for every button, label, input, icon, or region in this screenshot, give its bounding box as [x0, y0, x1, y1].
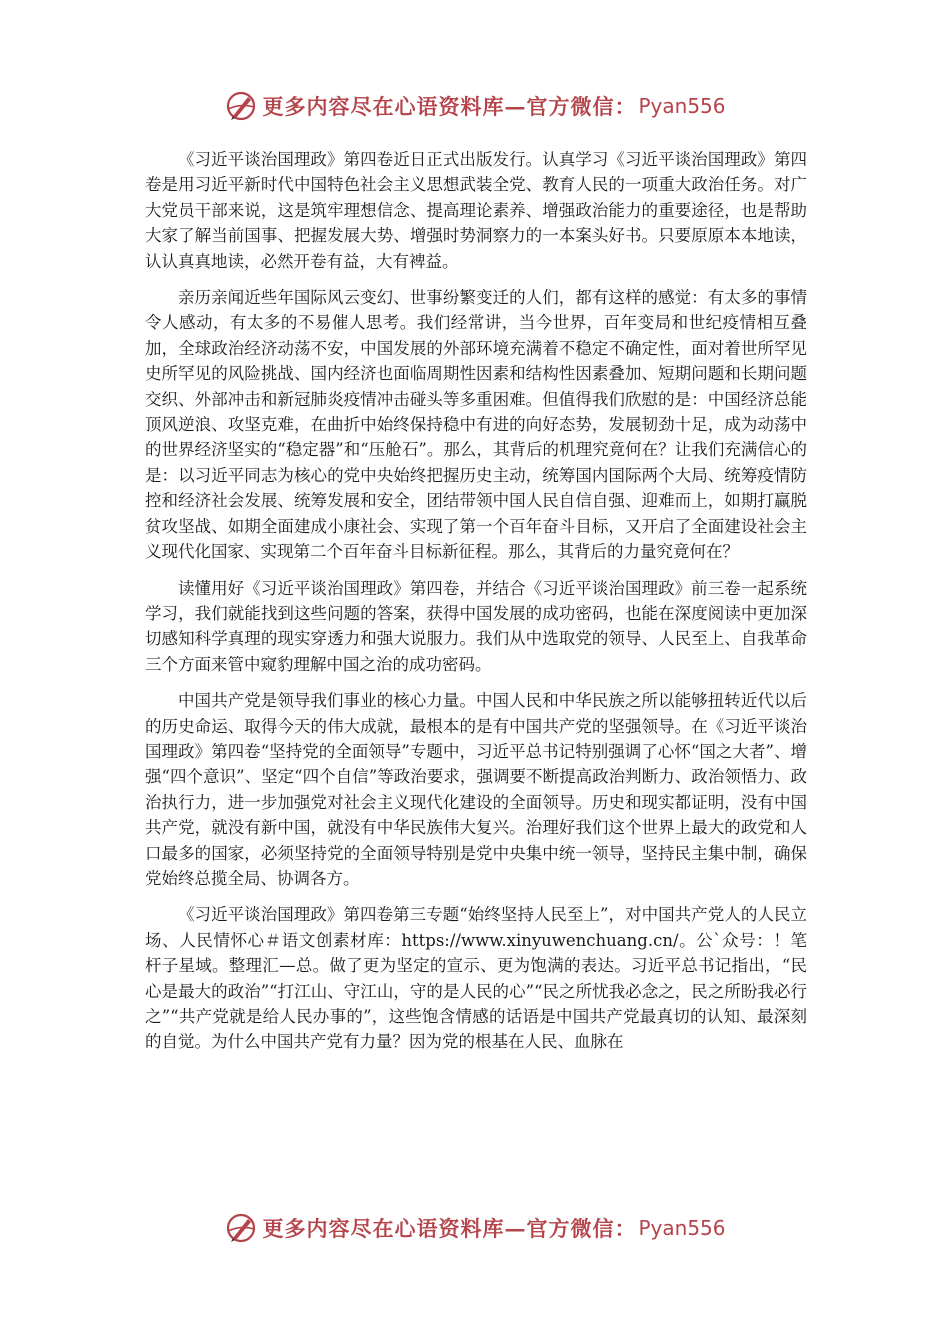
quill-pen-logo-icon: [224, 89, 258, 123]
paragraph-2: 亲历亲闻近些年国际风云变幻、世事纷繁变迁的人们，都有这样的感觉：有太多的事情令人感动，有太多的不易催人思考。我们经常讲，当今世界，百年变局和世纪疫情相互叠加，全球政治经济动荡不安，中国发展的外部环境充满着不稳定不确定性，面对着世所罕见史所罕见的风险挑战、国内经济也面临周期性因素和结构性因素叠加、短期问题和长期问题交织、外部冲击和新冠肺炎疫情冲击碰头等多重困难。但值得我们欣慰的是：中国经济总能顶风逆浪、攻坚克难，在曲折中始终保持稳中有进的向好态势，发展韧劲十足，成为动荡中的世界经济坚实的“稳定器”和“压舱石”。那么，其背后的机理究竟何在？让我们充满信心的是：以习近平同志为核心的党中央始终把握历史主动，统筹国内国际两个大局、统筹疫情防控和经济社会发展、统筹发展和安全，团结带领中国人民自信自强、迎难而上，如期打赢脱贫攻坚战、如期全面建成小康社会、实现了第一个百年奋斗目标，又开启了全面建设社会主义现代化国家、实现第二个百年奋斗目标新征程。那么，其背后的力量究竟何在？: [145, 288, 807, 562]
banner-wechat-id: Pyan556: [638, 1216, 726, 1240]
paragraph-1: 《习近平谈治国理政》第四卷近日正式出版发行。认真学习《习近平谈治国理政》第四卷是用习近平新时代中国特色社会主义思想武装全党、教育人民的一项重大政治任务。对广大党员干部来说，这是筑牢理想信念、提高理论素养、增强政治能力的重要途径，也是帮助大家了解当前国事、把握发展大势、增强时势洞察力的一本案头好书。只要原原本本地读，认认真真地读，必然开卷有益，大有裨益。: [145, 150, 807, 271]
quill-pen-logo-icon: [224, 1211, 258, 1245]
paragraph-4: 中国共产党是领导我们事业的核心力量。中国人民和中华民族之所以能够扭转近代以后的历史命运、取得今天的伟大成就，最根本的是有中国共产党的坚强领导。在《习近平谈治国理政》第四卷“坚持党的全面领导”专题中，习近平总书记特别强调了心怀“国之大者”、增强“四个意识”、坚定“四个自信”等政治要求，强调要不断提高政治判断力、政治领悟力、政治执行力，进一步加强党对社会主义现代化建设的全面领导。历史和现实都证明，没有中国共产党，就没有新中国，就没有中华民族伟大复兴。治理好我们这个世界上最大的政党和人口最多的国家，必须坚持党的全面领导特别是党中央集中统一领导，坚持民主集中制，确保党始终总揽全局、协调各方。: [145, 691, 807, 888]
paragraph-3: 读懂用好《习近平谈治国理政》第四卷，并结合《习近平谈治国理政》前三卷一起系统学习，我们就能找到这些问题的答案，获得中国发展的成功密码，也能在深度阅读中更加深切感知科学真理的现实穿透力和强大说服力。我们从中选取党的领导、人民至上、自我革命三个方面来管中窥豹理解中国之治的成功密码。: [145, 578, 807, 674]
document-body: [145, 147, 807, 1066]
paragraph-5: 《习近平谈治国理政》第四卷第三专题“始终坚持人民至上”，对中国共产党人的人民立场、人民情怀心＃语文创素材库：https://www.xinyuwenchuang.cn/。公`众号：！笔杆子星域。整理汇—总。做了更为坚定的宣示、更为饱满的表达。习近平总书记指出，“民心是最大的政治”“打江山、守江山，守的是人民的心”“民之所忧我必念之，民之所盼我必行之”“共产党就是给人民办事的”，这些饱含情感的话语是中国共产党最真切的认知、最深刻的自觉。为什么中国共产党有力量？因为党的根基在人民、血脉在: [145, 905, 807, 1052]
footer-watermark-banner: [0, 1208, 950, 1248]
banner-text: 更多内容尽在心语资料库—官方微信：: [262, 1216, 637, 1241]
header-watermark-banner: [0, 86, 950, 126]
banner-wechat-id: Pyan556: [638, 94, 726, 118]
banner-text: 更多内容尽在心语资料库—官方微信：: [262, 94, 637, 119]
